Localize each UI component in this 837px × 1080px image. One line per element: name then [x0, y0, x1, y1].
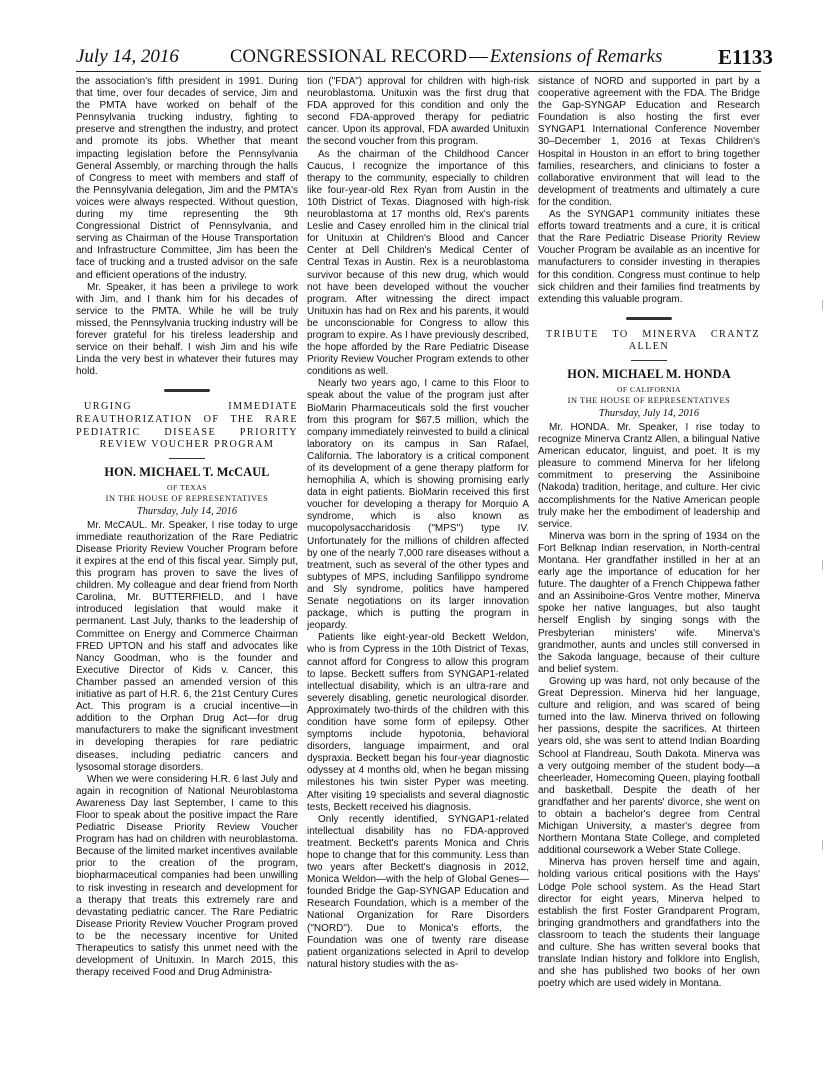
section-title: URGING IMMEDIATE REAUTHORIZATION OF THE RARE PEDIATRIC DISEASE PRIORITY REVIEW VOUCHER PROGRAM [76, 401, 298, 451]
chamber-line: IN THE HOUSE OF REPRESENTATIVES [567, 395, 731, 405]
margin-mark [822, 840, 829, 850]
paragraph: tion ("FDA") approval for children with high-risk neuroblastoma. Unituxin was the first drug that FDA approved for this condition and only the second FDA-approved therapy for pediatric cancer. Upon its approval, FDA awarded Unituxin the second voucher from this program. [307, 76, 529, 148]
column-1 [76, 76, 298, 1066]
header-title [230, 44, 663, 70]
section-name: Extensions of Remarks [489, 47, 663, 67]
paragraph: sistance of NORD and supported in part by a cooperative agreement with the FDA. The Bridge the Gap-SYNGAP Education and Research Foundation is also hosting the first ever SYNGAP1 International Conference November 30–December 1, 2016 at Texas Children's Hospital in Houston in an effort to bring together families, researchers, and clinicians to foster a collaborative environment that will lead to the development of treatments and ultimately a cure for the condition. [538, 76, 760, 208]
title-rule [631, 360, 667, 361]
paragraph: Only recently identified, SYNGAP1-related intellectual disability has no FDA-approved treatment. Beckett's parents Monica and Chris hope to change that for this community. Less than two years after Beckett's diagnosis in 2012, Monica Weldon—with the help of Global Genes—founded Bridge the Gap-SYNGAP Education and Research Foundation, which is a member of the National Organization for Rare Disorders ("NORD"). Due to Monica's efforts, the Foundation was one of twenty rare disease patient organizations selected in April to develop natural history studies with the as- [307, 813, 529, 970]
section-title: TRIBUTE TO MINERVA CRANTZ ALLEN [546, 328, 760, 353]
title-rule [169, 458, 205, 459]
header-rule [76, 71, 761, 72]
section-divider [164, 389, 210, 392]
header-date: July 14, 2016 [76, 46, 179, 67]
paragraph: Patients like eight-year-old Beckett Weldon, who is from Cypress in the 10th District of Texas, cannot afford for Congress to allow this program to lapse. Beckett suffers from SYNGAP1-related intellectual disability, which is an ultra-rare and severely disabling, genetic neurological disorder. Approximately two-thirds of the children with this condition have some form of epilepsy. Other symptoms include hypotonia, behavioral disorders, language impairment, and oral dyspraxia. Beckett began his four-year diagnostic odyssey at 4 months old, when he began missing milestones his twin sister Pyper was meeting. After visiting 19 specialists and several diagnostic tests, Beckett received his diagnosis. [307, 632, 529, 813]
paragraph: the association's fifth president in 1991. During that time, over four decades of service, Jim and the PMTA have worked on behalf of the Pennsylvania trucking industry, fighting to preserve and strengthen the industry, and protect and promote its jobs. Whether that meant impacting legislation before the Pennsylvania General Assembly, or marching through the halls of Congress to meet with members and staff of the Pennsylvania delegation, Jim and the PMTA's voices were always respected. Without question, during my time representing the 9th Congressional District of Pennsylvania, and serving as Chairman of the House Transportation and Infrastructure Committee, Jim has been the face of trucking and a trusted advisor on the safe and efficient operations of the industry. [76, 76, 298, 281]
margin-mark [822, 300, 829, 310]
paragraph: As the SYNGAP1 community initiates these efforts toward treatments and a cure, it is critical that the Rare Pediatric Disease Priority Review Voucher Program be available as an incentive for manufacturers to consider investing in therapies for this condition. Congress must continue to help sick children and their families find treatments by extending this valuable program. [538, 209, 760, 305]
paragraph: Nearly two years ago, I came to this Floor to speak about the value of the program just after BioMarin Pharmaceuticals sold the first voucher from this program for $67.5 million, which the company immediately reinvested to build a clinical laboratory on its campus in San Rafael, California. The laboratory is a critical component of its development of a gene therapy platform for hemophilia A, which is showing promising early data in eight patients. BioMarin received this first voucher for developing a therapy for Morquio A syndrome, which is also known as mucopolysaccharidosis ("MPS") type IV. Unfortunately for the millions of children affected by one of the nearly 7,000 rare diseases without a treatment, such as several of the other types and subtypes of MPS, including Sanfilippo syndrome and Sly syndrome, politics have hampered Senate negotiations on its larger innovation package, which is putting the program in jeopardy. [307, 378, 529, 632]
paragraph: Minerva was born in the spring of 1934 on the Fort Belknap Indian reservation, in North-central Montana. Her grandfather instilled in her at an early age the importance of education for her future. The daughter of a French Chippewa father and an Assiniboine-Gros Ventre mother, Minerva spoke her native languages, but also taught herself English by singing songs with the Presbyterian ministers' wife. Minerva's grandmother, aunts and uncles still conversed in the Sakoda language, because of their culture and belief system. [538, 530, 760, 675]
paragraph: Mr. Speaker, it has been a privilege to work with Jim, and I thank him for his decades of service to the PMTA. While he will be truly missed, the Pennsylvania trucking industry will be forever grateful for his tireless leadership and service on their behalf. I wish Jim and his wife Linda the very best in whatever their futures may hold. [76, 281, 298, 378]
paragraph: Growing up was hard, not only because of the Great Depression. Minerva hid her language, culture and religion, and was scared of being turned into the law. Minerva thrived on following her passions, despite the sacrifices. At thirteen years old, she was sent to attend Indian Boarding School at Flandreau, South Dakota. Minerva was a very outgoing member of the student body—a cheerleader, Homecoming Queen, playing football and basketball. Despite the death of her grandfather and her parents' divorce, she went on to obtain a bachelor's degree from Central Michigan University, a master's degree from Northern Montana State College, and completed additional coursework a Weber State College. [538, 675, 760, 857]
speech-date: Thursday, July 14, 2016 [598, 407, 700, 419]
paragraph: Mr. McCAUL. Mr. Speaker, I rise today to urge immediate reauthorization of the Rare Pediatric Disease Priority Review Voucher Program before it expires at the end of this fiscal year. Simply put, this program has proven to save the lives of children. My colleague and dear friend from North Carolina, Mr. BUTTERFIELD, and I have introduced legislation that would make it permanent. Last July, thanks to the leadership of Committee on Energy and Commerce Chairman FRED UPTON and his staff and advocates like Nancy Goodman, who is the founder and Executive Director of Kids v. Cancer, this Chamber passed an amended version of this initiative as part of H.R. 6, the 21st Century Cures Act. This program is a crucial incentive—in addition to the Orphan Drug Act—for drug manufacturers to make the significant investment in developing therapies for rare pediatric diseases, including pediatric cancers and lysosomal storage disorders. [76, 519, 298, 773]
speaker-name: HON. MICHAEL T. McCAUL [104, 464, 270, 479]
chamber-line: IN THE HOUSE OF REPRESENTATIVES [105, 493, 269, 503]
page-number: E1133 [718, 45, 773, 69]
paragraph: Minerva has proven herself time and again, holding various critical positions with the Hays' Lodge Pole school system. As the Head Start director for eight years, Minerva helped to establish the first Foster Grandparent Program, bringing grandmothers and grandfathers into the classroom to teach the students their language and culture. She has written several books that translate Indian history and folklore into English, and she has published two books of her own poetry which are used widely in Montana. [538, 857, 760, 990]
header-dash: — [469, 47, 488, 67]
column-2 [307, 76, 529, 1066]
journal-name: CONGRESSIONAL RECORD [230, 47, 468, 67]
speaker-state: OF CALIFORNIA [616, 384, 682, 394]
paragraph: When we were considering H.R. 6 last July and again in recognition of National Neuroblastoma Awareness Day last September, I came to this Floor to speak about the positive impact the Rare Pediatric Disease Priority Review Voucher Program has had on children with neuroblastoma. Because of the limited market incentives available prior to the creation of the program, biopharmaceutical companies had been unwilling to risk investing in research and development for a therapy that treats this extremely rare and devastating pediatric cancer. The Rare Pediatric Disease Priority Review Voucher Program proved to be the necessary incentive for United Therapeutics to satisfy this unmet need with the development of Unituxin. In March 2015, this therapy received Food and Drug Administra- [76, 773, 298, 979]
speech-date: Thursday, July 14, 2016 [136, 505, 238, 517]
margin-mark [822, 560, 829, 570]
speaker-state: OF TEXAS [167, 482, 207, 492]
section-divider [626, 317, 672, 320]
column-3 [538, 76, 760, 1066]
paragraph: Mr. HONDA. Mr. Speaker, I rise today to recognize Minerva Crantz Allen, a bilingual Native American educator, linguist, and poet. It is my pleasure to commend Minerva for her lifelong commitment to preserving the Assiniboine (Nakoda) tradition, heritage, and culture. Her civic accomplishments for the Native American people truly make her the embodiment of leadership and service. [538, 421, 760, 530]
speaker-name: HON. MICHAEL M. HONDA [567, 366, 731, 381]
paragraph: As the chairman of the Childhood Cancer Caucus, I recognize the importance of this therapy to the community, especially to children like four-year-old Rex Ryan from Austin in the 10th District of Texas. Diagnosed with high-risk neuroblastoma at 17 months old, Rex's parents Leslie and Casey enrolled him in the clinical trial for Unituxin at Children's Blood and Cancer Center at Dell Children's Medical Center of Central Texas in Austin. Rex is a neuroblastoma survivor because of this new drug, which would not have been developed without the voucher program. After witnessing the direct impact Unituxin has had on Rex and his parents, it would be unconscionable for Congress to allow this program to expire. As I have previously described, the hope afforded by the Rare Pediatric Disease Priority Review Voucher Program extends to other conditions as well. [307, 148, 529, 378]
